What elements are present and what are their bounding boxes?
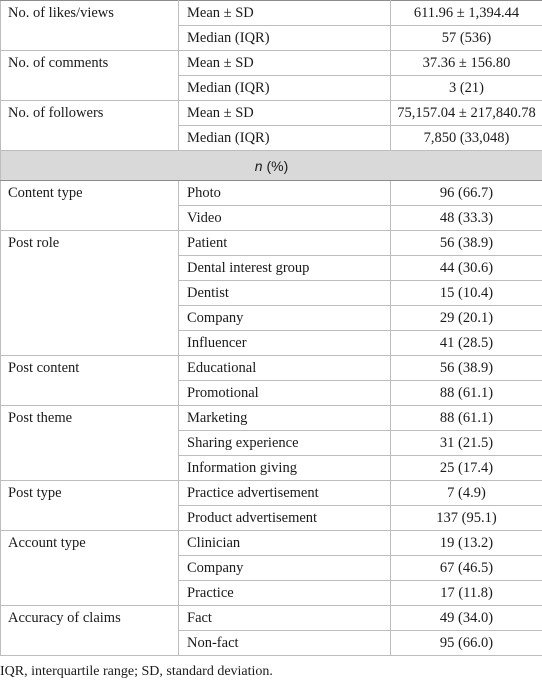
row-label: Non-fact: [179, 631, 391, 656]
row-category: Accuracy of claims: [1, 606, 179, 656]
table-row: [1, 531, 542, 556]
row-label: Clinician: [179, 531, 391, 556]
row-value: 3 (21): [391, 76, 542, 101]
row-value: 88 (61.1): [391, 406, 542, 431]
row-category: Account type: [1, 531, 179, 606]
results-table-body: [1, 1, 542, 656]
row-category: Post theme: [1, 406, 179, 481]
row-value: 15 (10.4): [391, 281, 542, 306]
row-label: Promotional: [179, 381, 391, 406]
row-value: 7,850 (33,048): [391, 126, 542, 151]
row-label: Company: [179, 556, 391, 581]
section-header-row: [1, 151, 542, 181]
row-category: Post role: [1, 231, 179, 356]
row-statistic: Median (IQR): [179, 76, 391, 101]
row-statistic: Median (IQR): [179, 126, 391, 151]
row-label: Fact: [179, 606, 391, 631]
row-label: Sharing experience: [179, 431, 391, 456]
row-value: 25 (17.4): [391, 456, 542, 481]
table-row: [1, 481, 542, 506]
table-row: [1, 181, 542, 206]
row-value: 75,157.04 ± 217,840.78: [391, 101, 542, 126]
row-value: 19 (13.2): [391, 531, 542, 556]
row-value: 56 (38.9): [391, 356, 542, 381]
row-value: 37.36 ± 156.80: [391, 51, 542, 76]
row-value: 17 (11.8): [391, 581, 542, 606]
row-label: Information giving: [179, 456, 391, 481]
row-label: Influencer: [179, 331, 391, 356]
row-value: 7 (4.9): [391, 481, 542, 506]
row-value: 57 (536): [391, 26, 542, 51]
section-header: [1, 151, 542, 181]
table-footnote: IQR, interquartile range; SD, standard deviation.: [0, 664, 273, 679]
row-label: Practice: [179, 581, 391, 606]
row-label: Patient: [179, 231, 391, 256]
row-label: Practice advertisement: [179, 481, 391, 506]
row-label: Company: [179, 306, 391, 331]
row-value: 44 (30.6): [391, 256, 542, 281]
row-label: Dentist: [179, 281, 391, 306]
row-category: Content type: [1, 181, 179, 231]
table-row: [1, 101, 542, 126]
table-row: [1, 1, 542, 26]
row-label: Photo: [179, 181, 391, 206]
row-statistic: Mean ± SD: [179, 51, 391, 76]
section-header-n: n: [254, 157, 263, 174]
table-row: [1, 356, 542, 381]
table-row: [1, 51, 542, 76]
row-value: 49 (34.0): [391, 606, 542, 631]
row-value: 88 (61.1): [391, 381, 542, 406]
row-category: No. of followers: [1, 101, 179, 151]
row-value: 95 (66.0): [391, 631, 542, 656]
table-row: [1, 606, 542, 631]
row-statistic: Mean ± SD: [179, 1, 391, 26]
row-category: Post type: [1, 481, 179, 531]
row-label: Marketing: [179, 406, 391, 431]
row-value: 137 (95.1): [391, 506, 542, 531]
table-row: [1, 406, 542, 431]
row-label: Video: [179, 206, 391, 231]
row-statistic: Median (IQR): [179, 26, 391, 51]
row-statistic: Mean ± SD: [179, 101, 391, 126]
section-header-pct: (%): [262, 157, 289, 174]
row-value: 31 (21.5): [391, 431, 542, 456]
row-label: Product advertisement: [179, 506, 391, 531]
row-value: 48 (33.3): [391, 206, 542, 231]
row-label: Educational: [179, 356, 391, 381]
row-category: No. of comments: [1, 51, 179, 101]
row-value: 29 (20.1): [391, 306, 542, 331]
row-value: 67 (46.5): [391, 556, 542, 581]
row-value: 56 (38.9): [391, 231, 542, 256]
row-value: 96 (66.7): [391, 181, 542, 206]
row-value: 611.96 ± 1,394.44: [391, 1, 542, 26]
table-row: [1, 231, 542, 256]
row-value: 41 (28.5): [391, 331, 542, 356]
row-category: No. of likes/views: [1, 1, 179, 51]
row-category: Post content: [1, 356, 179, 406]
row-label: Dental interest group: [179, 256, 391, 281]
